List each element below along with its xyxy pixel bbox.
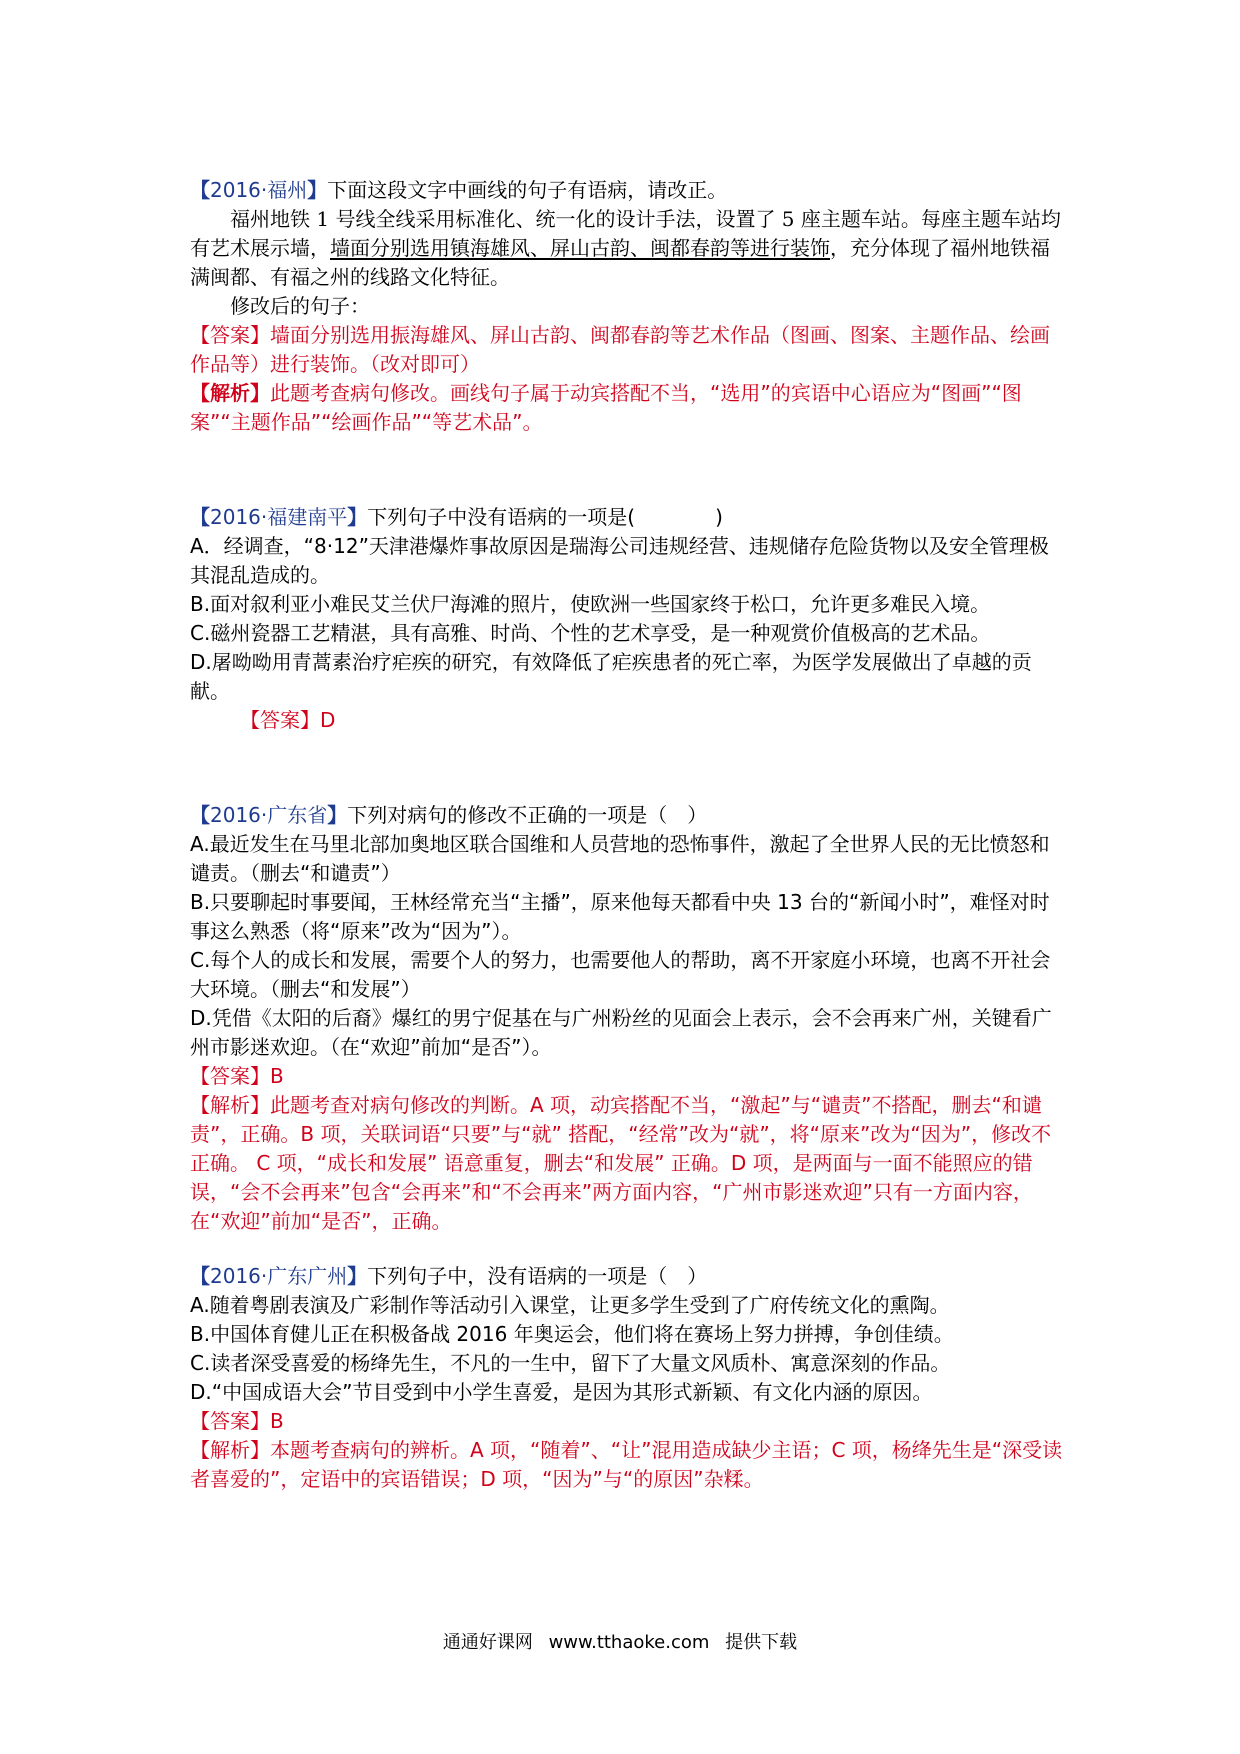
analysis-text: 此题考查病句修改。画线句子属于动宾搭配不当，“选用”的宾语中心语应为“图画”“图案”“主题作品”“绘画作品”“等艺术品”。	[190, 381, 1022, 434]
question-source: 2016·广东广州	[210, 1264, 348, 1288]
question-source: 2016·广东省	[210, 803, 328, 827]
footer-site-name: 通通好课网	[442, 1632, 533, 1653]
page-footer	[0, 1628, 1240, 1654]
question-text: 下面这段文字中画线的句子有语病，请改正。	[327, 178, 728, 202]
spacer	[190, 1236, 1065, 1262]
option-b: B.面对叙利亚小难民艾兰伏尸海滩的照片，使欧洲一些国家终于松口，允许更多难民入境。	[190, 592, 991, 616]
analysis-text: 此题考查对病句修改的判断。A 项，动宾搭配不当，“激起”与“谴责”不搭配，删去“和谴责”，正确。B 项，关联词语“只要”与“就” 搭配，“经常”改为“就”，将“原来”改为“因为”，修改不正确。 C 项，“成长和发展” 语意重复，删去“和发展” 正确。D 项，是两面与一面不能照应的错误，“会不会再来”包含“会再来”和“不会再来”两方面内容，“广州市影迷欢迎”只有一方面内容，在“欢迎”前加“是否”，正确。	[190, 1093, 1052, 1233]
passage-after: ，充分体现了福州地铁福满闽都、有福之州的线路文化特征。	[190, 236, 1050, 289]
bracket-close: 】	[347, 505, 368, 529]
answer	[190, 321, 1065, 379]
option-d: D.“中国成语大会”节目受到中小学生喜爱，是因为其形式新颖、有文化内涵的原因。	[190, 1380, 933, 1404]
answer-text: D	[320, 708, 336, 732]
question-source: 2016·福建南平	[210, 505, 348, 529]
analysis-text: 本题考查病句的辨析。A 项，“随着”、“让”混用造成缺少主语；C 项，杨绛先生是“深受读者喜爱的”，定语中的宾语错误；D 项，“因为”与“的原因”杂糅。	[190, 1438, 1063, 1491]
spacer	[190, 437, 1065, 503]
answer	[190, 1062, 1065, 1091]
question-text: 下列对病句的修改不正确的一项是（ ）	[347, 803, 708, 827]
option-d: D.凭借《太阳的后裔》爆红的男宁促基在与广州粉丝的见面会上表示，会不会再来广州，关键看广州市影迷欢迎。（在“欢迎”前加“是否”）。	[190, 1006, 1052, 1059]
answer-label: 【答案】	[190, 1409, 270, 1433]
bracket-open: 【	[190, 178, 210, 202]
spacer	[190, 735, 1065, 801]
question-header	[190, 503, 1065, 532]
bracket-close: 】	[327, 803, 348, 827]
analysis	[190, 1436, 1065, 1494]
question-header	[190, 801, 1065, 830]
answer-label: 【答案】	[240, 708, 320, 732]
option-d: D.屠呦呦用青蒿素治疗疟疾的研究，有效降低了疟疾患者的死亡率，为医学发展做出了卓越的贡献。	[190, 650, 1032, 703]
question-4	[190, 1262, 1065, 1494]
bracket-close: 】	[347, 1264, 368, 1288]
passage	[190, 205, 1065, 292]
option-c: C.磁州瓷器工艺精湛，具有高雅、时尚、个性的艺术享受，是一种观赏价值极高的艺术品。	[190, 621, 991, 645]
question-header	[190, 176, 1065, 205]
answer	[190, 706, 1065, 735]
answer-text: 墙面分别选用振海雄风、屏山古韵、闽都春韵等艺术作品（图画、图案、主题作品、绘画作品等）进行装饰。（改对即可）	[190, 323, 1050, 376]
bracket-open: 【	[190, 505, 210, 529]
question-source: 2016·福州	[210, 178, 308, 202]
analysis-label: 【解析】	[190, 1093, 270, 1117]
option-a: A．经调查，“8·12”天津港爆炸事故原因是瑞海公司违规经营、违规储存危险货物以及安全管理极其混乱造成的。	[190, 534, 1049, 587]
answer-text: B	[270, 1409, 284, 1433]
question-2	[190, 503, 1065, 735]
footer-note: 提供下载	[725, 1632, 798, 1653]
analysis	[190, 379, 1065, 437]
revised-sentence-label: 修改后的句子：	[230, 294, 370, 318]
option-b: B.中国体育健儿正在积极备战 2016 年奥运会，他们将在赛场上努力拼搏，争创佳绩。	[190, 1322, 954, 1346]
option-a: A.最近发生在马里北部加奥地区联合国维和人员营地的恐怖事件，激起了全世界人民的无比愤怒和谴责。（删去“和谴责”）	[190, 832, 1050, 885]
option-a: A.随着粤剧表演及广彩制作等活动引入课堂，让更多学生受到了广府传统文化的熏陶。	[190, 1293, 950, 1317]
passage-before: 福州地铁 1 号线全线采用标准化、统一化的设计手法，设置了 5 座主题车站。每座主题车站均有艺术展示墙，	[190, 207, 1061, 260]
answer-label: 【答案】	[190, 1064, 270, 1088]
option-c: C.每个人的成长和发展，需要个人的努力，也需要他人的帮助，离不开家庭小环境，也离不开社会大环境。（删去“和发展”）	[190, 948, 1051, 1001]
analysis	[190, 1091, 1065, 1236]
question-1	[190, 176, 1065, 437]
question-text: 下列句子中，没有语病的一项是（ ）	[367, 1264, 708, 1288]
question-header	[190, 1262, 1065, 1291]
bracket-open: 【	[190, 1264, 210, 1288]
bracket-close: 】	[307, 178, 328, 202]
page-content	[190, 176, 1065, 1494]
analysis-label: 【解析】	[190, 381, 270, 405]
passage-underlined-sentence: 墙面分别选用镇海雄风、屏山古韵、闽都春韵等进行装饰	[330, 236, 830, 260]
answer-label: 【答案】	[190, 323, 270, 347]
question-3	[190, 801, 1065, 1236]
footer-url[interactable]: www.tthaoke.com	[548, 1632, 710, 1653]
question-text: 下列句子中没有语病的一项是( )	[367, 505, 723, 529]
option-b: B.只要聊起时事要闻，王林经常充当“主播”，原来他每天都看中央 13 台的“新闻小时”，难怪对时事这么熟悉（将“原来”改为“因为”）。	[190, 890, 1050, 943]
answer-text: B	[270, 1064, 284, 1088]
analysis-label: 【解析】	[190, 1438, 270, 1462]
option-c: C.读者深受喜爱的杨绛先生，不凡的一生中，留下了大量文风质朴、寓意深刻的作品。	[190, 1351, 951, 1375]
answer	[190, 1407, 1065, 1436]
bracket-open: 【	[190, 803, 210, 827]
